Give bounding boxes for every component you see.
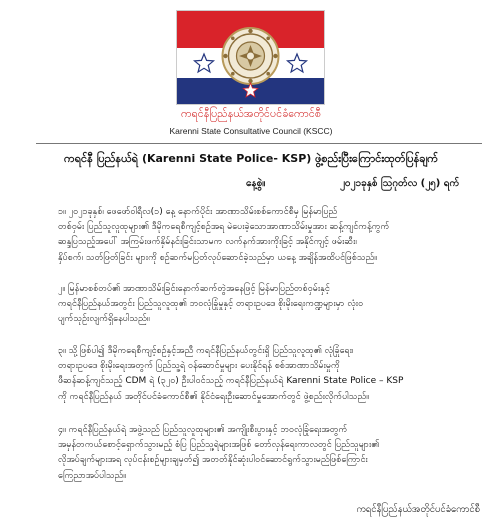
org-name-burmese: ကရင်နီပြည်နယ်အတိုင်ပင်ခံကောင်စီ	[181, 108, 321, 120]
date-label: နေ့စွဲ။	[246, 178, 266, 189]
paragraph-line: အမှန်တကယ်စောင့်ရှောက်သွားမည့် စံပြ ပြည်သူ့ရဲများအဖြစ် တော်လှန်ရေးကာလတွင် ပြည်သူများ၏	[58, 440, 380, 451]
signature: ကရင်နီပြည်နယ်အတိုင်ပင်ခံကောင်စီ	[356, 504, 480, 515]
paragraph-line: ပျက်သုဉ်းလျက်ရှိနေပါသည်။	[58, 314, 150, 325]
paragraph-line: ဖီဆန်ဆန့်ကျင်သည့် CDM ရဲ (၃၂၀) ဦးပါဝင်သည့် ကရင်နီပြည်နယ်ရဲ Karenni State Police – KSP	[58, 376, 404, 387]
paragraph-4	[58, 423, 482, 484]
paragraph-3	[58, 344, 482, 405]
announcement-title: ကရင်နီ ပြည်နယ်ရဲ (Karenni State Police- KSP) ဖွဲ့စည်းပြီးကြောင်းထုတ်ပြန်ချက်	[63, 152, 439, 165]
paragraph-line: ၃။ သို့ဖြစ်ပါ၍ ဒီမိုကရေစီကျင့်စဉ်နှင့်အညီ ကရင်နီပြည်နယ်တွင်းရှိ ပြည်သူလူထု၏ လုံခြုံရေး၊	[58, 346, 354, 356]
paragraph-line: ကြေညာအပ်ပါသည်။	[58, 470, 126, 481]
paragraph-line: ၂။ မြန်မာစစ်တပ်၏ အာဏာသိမ်းခြင်းနောက်ဆက်တွဲအနေဖြင့် မြန်မာပြည်တစ်ဝှမ်းနှင့်	[58, 284, 330, 294]
paragraph-line: နှိပ်စက်၊ သတ်ဖြတ်ခြင်း များကို စဉ်ဆက်မပြတ်လုပ်ဆောင်ခဲ့သည်မှာ ယနေ့ အချိန်အထိပင်ဖြစ်သည်။	[58, 252, 378, 263]
date-value: ၂၀၂၁ခုနှစ် ဩဂုတ်လ (၂၅) ရက်	[340, 178, 460, 189]
central-emblem-icon	[223, 28, 279, 84]
paragraph-line: တရားဥပဒေ စိုးမိုးရေးအတွက် ပြည်သူ့ရဲ ဝန်ဆောင်မှုများ ပေးနိုင်ရန် စစ်အာဏာသိမ်းမှုကို	[58, 361, 340, 372]
paragraph-line: တစ်ဝှမ်း ပြည်သူလူထုများ၏ ဒီမိုကရေစီကျင့်စဉ်အရ မဲပေးခဲ့သောအာဏာသိမ်းမှုအား ဆန့်ကျင်ကန့်ကွက်	[58, 222, 390, 233]
paragraph-2	[58, 282, 482, 328]
paragraph-line: ဆန္ဒပြသည့်အပေါ် အကြမ်းဖက်နှိမ်နင်းခြင်းသာမက လက်နက်အားကိုးခြင့် အနိုင်ကျင့် ဖမ်းဆီး၊	[58, 237, 357, 248]
header-divider	[36, 143, 482, 144]
paragraph-line: ၁။ ၂၀၂၁ခုနှစ်၊ ဖေဖော်ဝါရီလ(၁) နေ့ နောက်ပိုင်း အာဏာသိမ်းစစ်ကောင်စီမှ မြန်မာပြည်	[58, 207, 338, 217]
paragraph-line: ကို ကရင်နီပြည်နယ် အတိုင်ပင်ခံကောင်စီ၏ နိုင်ငံရေးဦးဆောင်မှုအောက်တွင် ဖွဲ့စည်းလိုက်ပါသည်။	[58, 391, 369, 402]
paragraph-line: ကရင်နီပြည်နယ်အတွင်း ပြည်သူလူထု၏ ဘဝလုံခြုံမှုနှင့် တရားဥပဒေ စိုးမိုးရေးကဏ္ဍများမှာ လုံးဝ	[58, 299, 364, 310]
org-name-english: Karenni State Consultative Council (KSCC)	[169, 126, 333, 136]
paragraph-line: ၄။ ကရင်နီပြည်နယ်ရဲ အဖွဲ့သည် ပြည်သူလူထုများ၏ အကျိုးစီးပွားနှင့် ဘဝလုံခြုံရေးအတွက်	[58, 425, 348, 435]
paragraph-line: လိုအပ်ချက်များအရ လုပ်ငန်းစဉ်များချမှတ်၍ အတတ်နိုင်ဆုံးပါဝင်ဆောင်ရွက်သွားမည်ဖြစ်ကြောင်း	[58, 455, 368, 466]
kscc-flag-image	[176, 10, 325, 105]
paragraph-1	[58, 205, 482, 266]
